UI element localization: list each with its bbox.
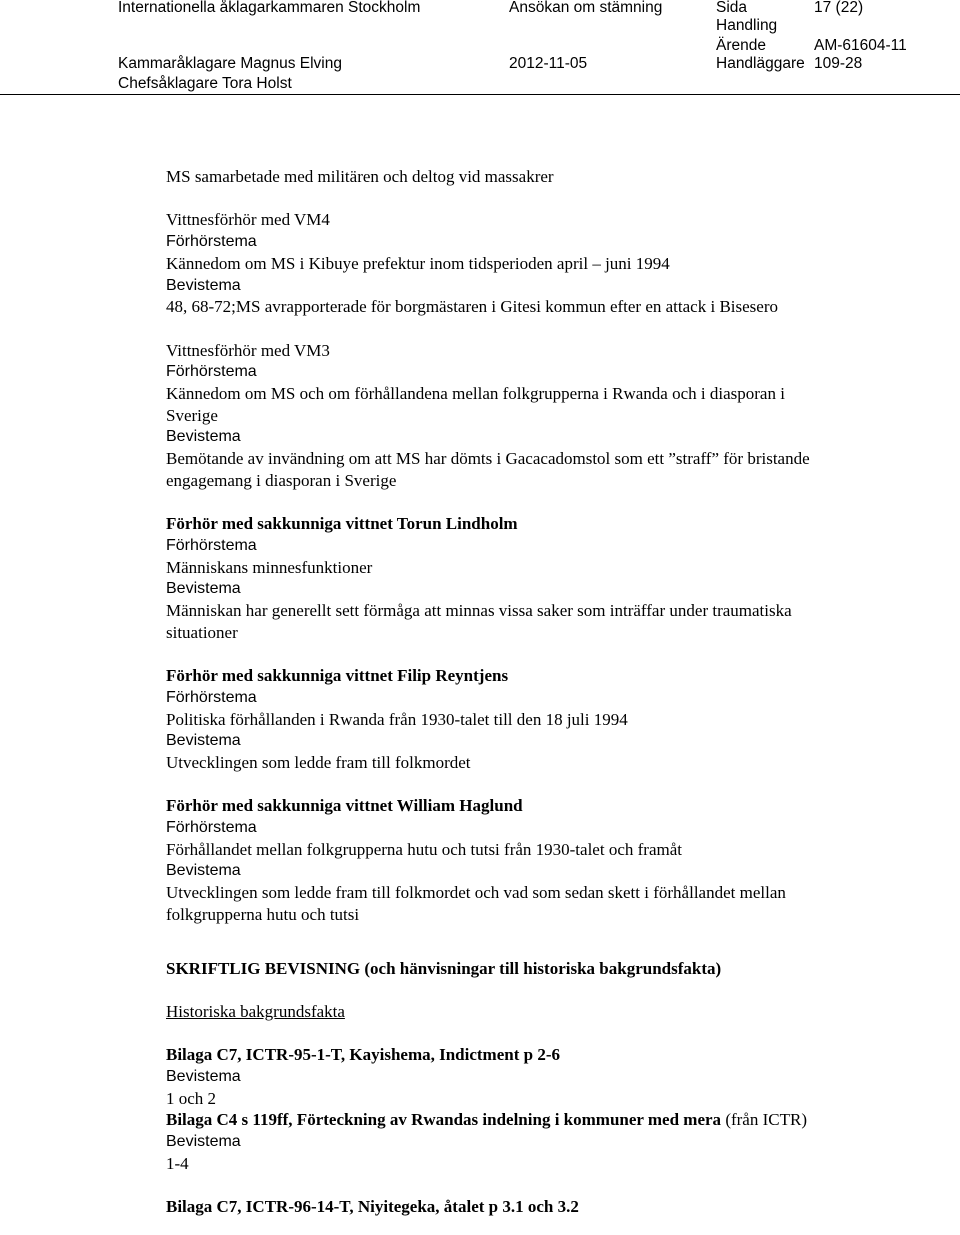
intro-statement: MS samarbetade med militären och deltog vid massakrer	[166, 167, 554, 186]
header-arende-label: Ärende	[716, 37, 766, 54]
vm4-title: Vittnesförhör med VM4	[166, 210, 330, 230]
reyntjens-evidence-label: Bevistema	[166, 732, 241, 750]
header-page-label: Sida	[716, 0, 748, 16]
header-doc-type: Ansökan om stämning	[509, 0, 663, 16]
header-page-value: 17 (22)	[814, 0, 864, 16]
header-arende-value: AM-61604-11	[814, 37, 907, 54]
vm4-topic: Kännedom om MS i Kibuye prefektur inom tidsperioden april – juni 1994	[166, 253, 670, 273]
reyntjens-topic: Politiska förhållanden i Rwanda från 1930-talet till den 18 juli 1994	[166, 709, 628, 729]
reyntjens-title: Förhör med sakkunniga vittnet Filip Reyntjens	[166, 666, 509, 686]
lindholm-title: Förhör med sakkunniga vittnet Torun Lindholm	[166, 514, 518, 534]
bilaga-c4-title-suffix: (från ICTR)	[721, 1110, 807, 1130]
haglund-title: Förhör med sakkunniga vittnet William Haglund	[166, 796, 523, 816]
haglund-topic-label: Förhörstema	[166, 819, 257, 837]
haglund-topic: Förhållandet mellan folkgrupperna hutu och tutsi från 1930-talet och framåt	[166, 839, 682, 859]
bilaga-c7-kayishema-evidence: 1 och 2	[166, 1088, 217, 1108]
vm4-topic-label: Förhörstema	[166, 233, 257, 251]
bilaga-c7-kayishema-evidence-label: Bevistema	[166, 1068, 241, 1086]
header-prosecutor-1: Kammaråklagare Magnus Elving	[118, 55, 342, 72]
haglund-evidence-line-1: Utvecklingen som ledde fram till folkmordet och vad som sedan skett i förhållandet mellan	[166, 883, 786, 903]
bilaga-c4-evidence-label: Bevistema	[166, 1133, 241, 1151]
bilaga-c4-evidence: 1-4	[166, 1153, 189, 1173]
vm3-title: Vittnesförhör med VM3	[166, 340, 330, 360]
reyntjens-topic-label: Förhörstema	[166, 688, 257, 706]
header-divider	[0, 94, 960, 95]
header-handlaggare-label: Handläggare	[716, 55, 805, 72]
historical-background-heading: Historiska bakgrundsfakta	[166, 1001, 345, 1021]
vm4-evidence: 48, 68-72;MS avrapporterade för borgmästaren i Gitesi kommun efter en attack i Bisesero	[166, 297, 778, 317]
header-handling-label: Handling	[716, 17, 778, 34]
vm3-evidence-line-1: Bemötande av invändning om att MS har dömts i Gacacadomstol som ett ”straff” för bristande	[166, 449, 810, 469]
bilaga-c7-niyitegeka-title: Bilaga C7, ICTR-96-14-T, Niyitegeka, åtalet p 3.1 och 3.2	[166, 1197, 579, 1217]
haglund-evidence-line-2: folkgrupperna hutu och tutsi	[166, 904, 360, 924]
vm4-evidence-label: Bevistema	[166, 276, 241, 294]
lindholm-evidence-line-1: Människan har generellt sett förmåga att minnas vissa saker som inträffar under traumatiska	[166, 601, 792, 621]
bilaga-c4-title: Bilaga C4 s 119ff, Förteckning av Rwandas indelning i kommuner med mera	[166, 1110, 722, 1130]
reyntjens-evidence: Utvecklingen som ledde fram till folkmordet	[166, 752, 471, 772]
lindholm-topic: Människans minnesfunktioner	[166, 557, 373, 577]
bilaga-c4-line	[166, 1109, 926, 1131]
header-handlaggare-value: 109-28	[814, 55, 863, 72]
haglund-evidence-label: Bevistema	[166, 862, 241, 880]
lindholm-topic-label: Förhörstema	[166, 536, 257, 554]
document-body	[166, 166, 926, 1218]
header-prosecutor-2: Chefsåklagare Tora Holst	[118, 75, 292, 92]
vm3-evidence-line-2: engagemang i diasporan i Sverige	[166, 470, 397, 490]
written-evidence-heading: SKRIFTLIG BEVISNING (och hänvisningar till historiska bakgrundsfakta)	[166, 958, 722, 978]
header-org: Internationella åklagarkammaren Stockholm	[118, 0, 421, 16]
header-date: 2012-11-05	[509, 55, 588, 72]
vm3-topic-line-1: Kännedom om MS och om förhållandena mellan folkgrupperna i Rwanda och i diasporan i	[166, 384, 785, 403]
vm3-topic-label: Förhörstema	[166, 363, 257, 381]
vm3-topic-line-2: Sverige	[166, 405, 218, 425]
lindholm-evidence-label: Bevistema	[166, 580, 241, 598]
bilaga-c7-kayishema-title: Bilaga C7, ICTR-95-1-T, Kayishema, Indictment p 2-6	[166, 1045, 560, 1065]
vm3-evidence-label: Bevistema	[166, 428, 241, 446]
lindholm-evidence-line-2: situationer	[166, 622, 238, 642]
